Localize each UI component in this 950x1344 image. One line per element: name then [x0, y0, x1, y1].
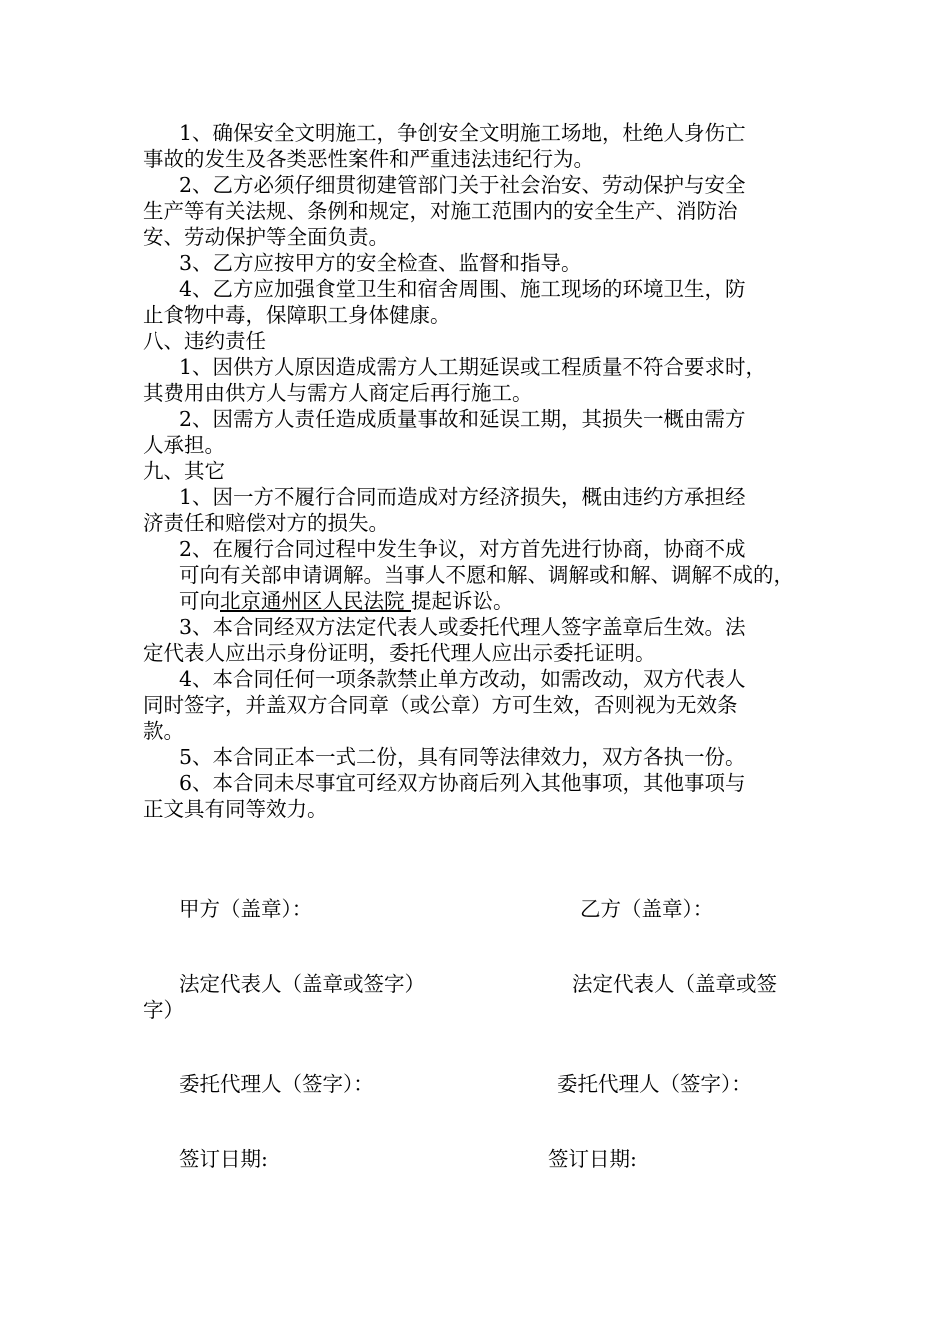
court-name: 北京通州区人民法院 — [220, 589, 412, 613]
article8-item1-line2: 其费用由供方人与需方人商定后再行施工。 — [143, 381, 533, 405]
party-b-sign-date: 签订日期: — [548, 1147, 637, 1171]
article7-item2-line2: 生产等有关法规、条例和规定，对施工范围内的安全生产、消防治 — [143, 199, 738, 223]
article8-item2-line1: 2、因需方人责任造成质量事故和延误工期，其损失一概由需方 — [179, 407, 746, 431]
article7-item3-line1: 3、乙方应按甲方的安全检查、监督和指导。 — [179, 251, 582, 275]
article7-item4-line1: 4、乙方应加强食堂卫生和宿舍周围、施工现场的环境卫生，防 — [179, 277, 746, 301]
article9-item4-line1: 4、本合同任何一项条款禁止单方改动，如需改动，双方代表人 — [179, 667, 746, 691]
article9-item2-line1: 2、在履行合同过程中发生争议，对方首先进行协商，协商不成 — [179, 537, 746, 561]
article7-item2-line3: 安、劳动保护等全面负责。 — [143, 225, 389, 249]
article9-item3-line1: 3、本合同经双方法定代表人或委托代理人签字盖章后生效。法 — [179, 615, 746, 639]
article9-item4-line2: 同时签字，并盖双方合同章（或公章）方可生效，否则视为无效条 — [143, 693, 738, 717]
article9-item2-line3 — [143, 588, 815, 614]
article7-item1-line2: 事故的发生及各类恶性案件和严重违法违纪行为。 — [143, 147, 594, 171]
article9-item1-line1: 1、因一方不履行合同而造成对方经济损失，概由违约方承担经 — [179, 485, 746, 509]
article8-item1-line1: 1、因供方人原因造成需方人工期延误或工程质量不符合要求时， — [179, 355, 767, 379]
article9-item6-line1: 6、本合同未尽事宜可经双方协商后列入其他事项，其他事项与 — [179, 771, 746, 795]
article9-heading: 九、其它 — [143, 459, 225, 483]
court-suffix: 提起诉讼。 — [411, 589, 514, 613]
article9-item6-line2: 正文具有同等效力。 — [143, 797, 328, 821]
article9-item1-line2: 济责任和赔偿对方的损失。 — [143, 511, 389, 535]
contract-body — [143, 120, 815, 822]
party-a-agent: 委托代理人（签字）： — [179, 1072, 374, 1096]
party-a-legal-rep: 法定代表人（盖章或签字） — [179, 972, 425, 996]
article8-item2-line2: 人承担。 — [143, 433, 225, 457]
party-a-sign-date: 签订日期: — [179, 1147, 268, 1171]
party-b-legal-rep-wrap: 字） — [143, 998, 184, 1022]
party-b-agent: 委托代理人（签字）： — [557, 1072, 752, 1096]
article9-item2-line2: 可向有关部申请调解。当事人不愿和解、调解或和解、调解不成的， — [179, 563, 794, 587]
party-b-legal-rep: 法定代表人（盖章或签 — [572, 972, 777, 996]
article9-item5-line1: 5、本合同正本一式二份，具有同等法律效力，双方各执一份。 — [179, 745, 746, 769]
party-a-seal: 甲方（盖章）： — [179, 897, 313, 921]
article7-item4-line2: 止食物中毒，保障职工身体健康。 — [143, 303, 451, 327]
court-prefix: 可向 — [179, 589, 220, 613]
article9-item3-line2: 定代表人应出示身份证明，委托代理人应出示委托证明。 — [143, 641, 656, 665]
party-b-seal: 乙方（盖章）： — [580, 897, 714, 921]
article9-item4-line3: 款。 — [143, 719, 184, 743]
article7-item2-line1: 2、乙方必须仔细贯彻建管部门关于社会治安、劳动保护与安全 — [179, 173, 746, 197]
article8-heading: 八、违约责任 — [143, 329, 266, 353]
article7-item1-line1: 1、确保安全文明施工，争创安全文明施工场地，杜绝人身伤亡 — [179, 121, 746, 145]
